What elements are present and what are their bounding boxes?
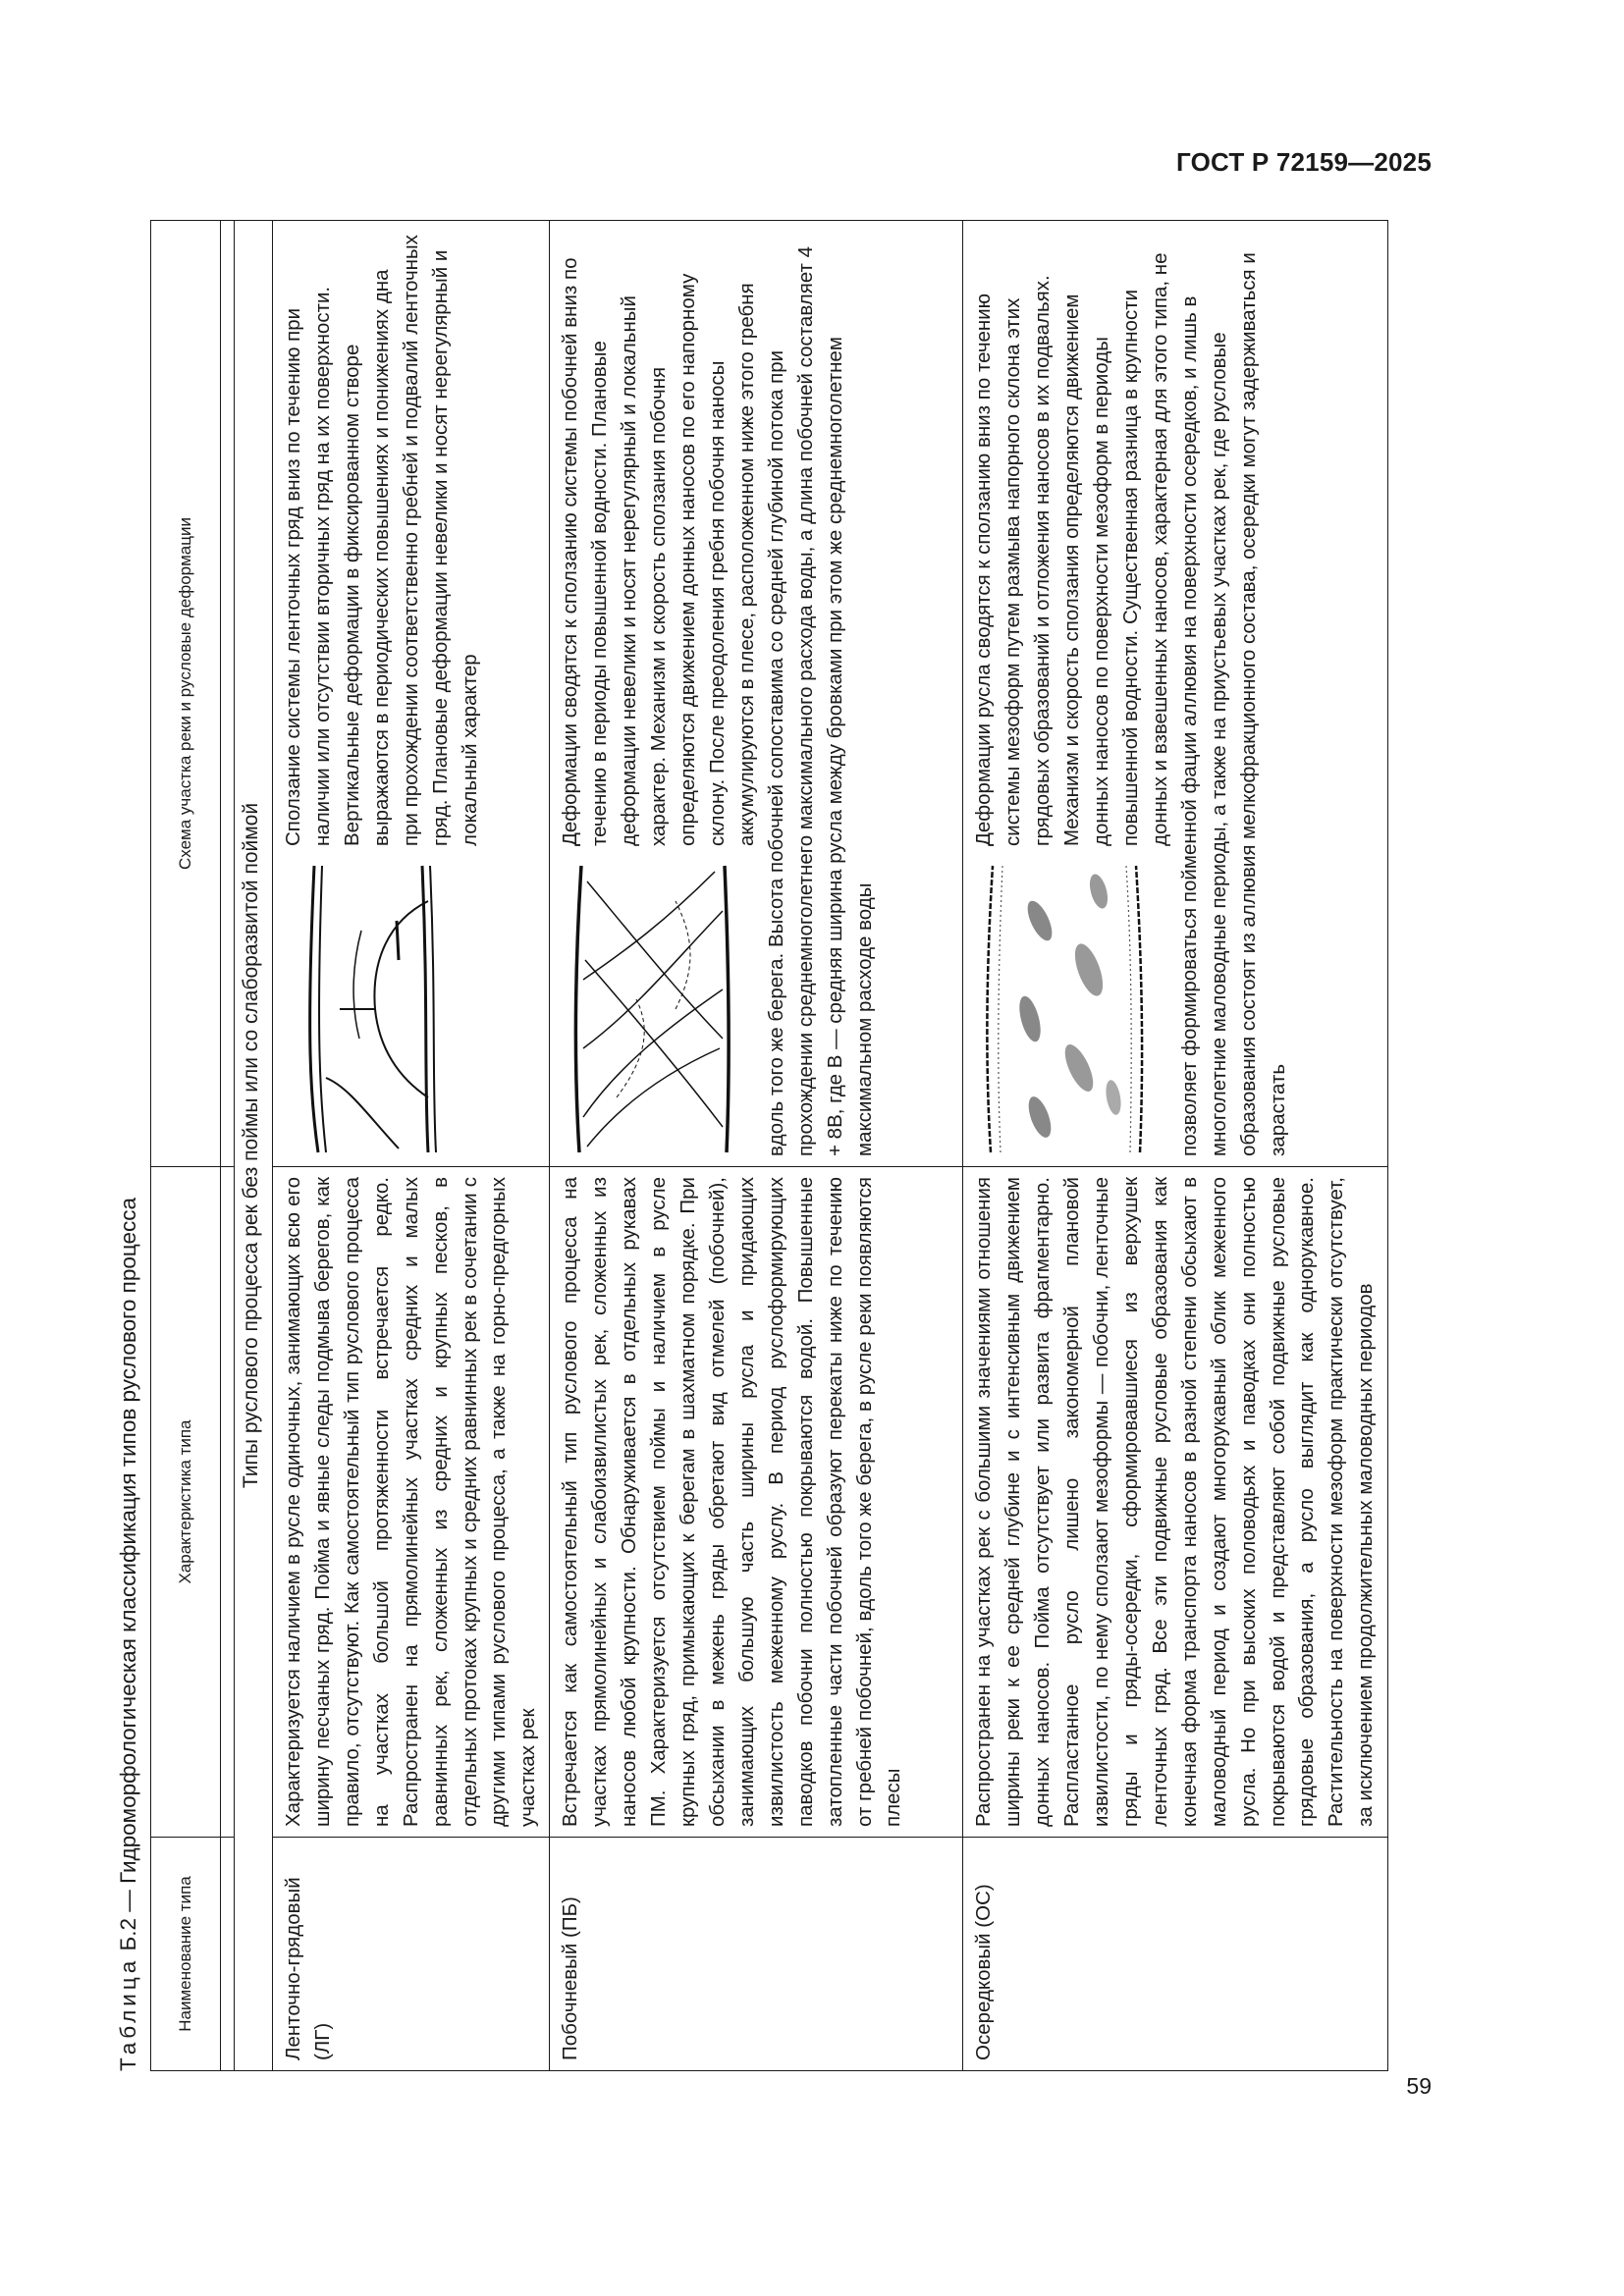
river-scheme-pb-icon	[558, 862, 744, 1156]
table-header-row	[151, 221, 221, 2071]
type-name: Осередковый (ОС)	[963, 1838, 1388, 2071]
page-number: 59	[1406, 2073, 1432, 2099]
rotated-table-block	[106, 221, 1382, 2071]
scheme-description: Деформации сводятся к сползанию системы побочней вниз по течению в периоды повышенной водности. Плановые деформации невелики и носят нерегулярный и локальный характер. Механизм и скорость сползания побочня определяются движением донных наносов по его напорному склону. После преодоления гребня побочня наносы аккумулируются в плесе, расположенном ниже этого гребня вдоль того же берега. Высота побочней сопоставима со средней глубиной потока при прохождении среднемноголетнего максимального расхода воды, а длина побочней составляет 4 + 8B, где B — средняя ширина русла между бровками при этом же среднемноголетнем максимальном расходе воды	[559, 245, 876, 1156]
table-caption	[106, 1198, 150, 2071]
scheme-description: Деформации русла сводятся к сползанию вниз по течению системы мезоформ путем размыва напорного склона этих грядовых образований и отложения наносов в их подвальях. Механизм и скорость сползания определяются движением донных наносов по поверхности мезоформ в периоды повышенной водности. Существенная разница в крупности донных и взвешенных наносов, характерная для этого типа, не позволяет формироваться пойменной фации аллювия на поверхности осередков, и лишь в многолетние маловодные периоды, а также на приустьевых участках рек, где русловые образования состоят из аллювия мелкофракционного состава, осередки могут задерживаться и зарастать	[972, 252, 1289, 1156]
header-scheme: Схема участка реки и русловые деформации	[151, 221, 221, 1167]
table-row	[550, 221, 963, 2071]
river-scheme-os-icon	[971, 862, 1158, 1156]
river-scheme-lg-icon	[281, 862, 467, 1156]
scheme-description: Сползание системы ленточных гряд вниз по течению при наличии или отсутствии вторичных гряд на их поверхности. Вертикальные деформации в фиксированном створе выражаются в периодических повышениях и понижениях дна при прохождении соответственно гребней и подвалий ленточных гряд. Плановые деформации невелики и носят нерегулярный и локальный характер	[282, 235, 481, 846]
document-code: ГОСТ Р 72159—2025	[1176, 147, 1432, 177]
type-characteristic: Характеризуется наличием в русле одиночных, занимающих всю его ширину песчаных гряд. Пойма и явные следы подмыва берегов, как правило, отсутствуют. Как самостоятельный тип руслового процесса на участках большой протяженности встречается редко. Распространен на прямолинейных участках средних и малых равнинных рек, сложенных из средних и крупных песков, в отдельных протоках крупных и средних равнинных рек в сочетании с другими типами руслового процесса, а также на горно-предгорных участках рек	[273, 1167, 550, 1838]
type-characteristic: Встречается как самостоятельный тип руслового процесса на участках прямолинейных и слабоизвилистых рек, сложенных из наносов любой крупности. Обнаруживается в отдельных рукавах ПМ. Характеризуется отсутствием поймы и наличием в русле крупных гряд, примыкающих к берегам в шахматном порядке. При обсыхании в межень гряды обретают вид отмелей (побочней), занимающих большую часть ширины русла и придающих извилистость меженному руслу. В период руслоформирующих паводков побочни полностью покрываются водой. Повышенные затопленные части побочней образуют перекаты ниже по течению от гребней побочней, вдоль того же берега, в русле реки появляются плесы	[550, 1167, 963, 1838]
table-caption-title: Б.2 — Гидроморфологическая классификация типов руслового процесса	[116, 1197, 140, 1957]
header-name: Наименование типа	[151, 1838, 221, 2071]
scheme-cell	[550, 221, 963, 1167]
classification-table	[150, 220, 1388, 2071]
header-characteristic: Характеристика типа	[151, 1167, 221, 1838]
section-row	[235, 221, 273, 2071]
scheme-cell	[963, 221, 1388, 1167]
table-row	[963, 221, 1388, 2071]
header-spacer-row	[221, 221, 235, 2071]
scheme-cell	[273, 221, 550, 1167]
type-characteristic: Распространен на участках рек с большими значениями отношения ширины реки к ее средней глубине и с интенсивным движением донных наносов. Пойма отсутствует или развита фрагментарно. Распластанное русло лишено закономерной плановой извилистости, по нему сползают мезоформы — побочни, ленточные гряды и гряды-осередки, сформировавшиеся из верхушек ленточных гряд. Все эти подвижные русловые образования как конечная форма транспорта наносов в разной степени обсыхают в маловодный период и создают многорукавный облик меженного русла. Но при высоких половодьях и паводках они полностью покрываются водой и представляют собой подвижные русловые грядовые образования, а русло выглядит как однорукавное. Растительность на поверхности мезоформ практически отсутствует, за исключением продолжительных маловодных периодов	[963, 1167, 1388, 1838]
type-name: Побочневый (ПБ)	[550, 1838, 963, 2071]
table-row	[273, 221, 550, 2071]
type-name: Ленточно-грядовый (ЛГ)	[273, 1838, 550, 2071]
section-title: Типы руслового процесса рек без поймы или со слаборазвитой поймой	[235, 221, 273, 2071]
table-caption-prefix: Таблица	[116, 1956, 140, 2071]
